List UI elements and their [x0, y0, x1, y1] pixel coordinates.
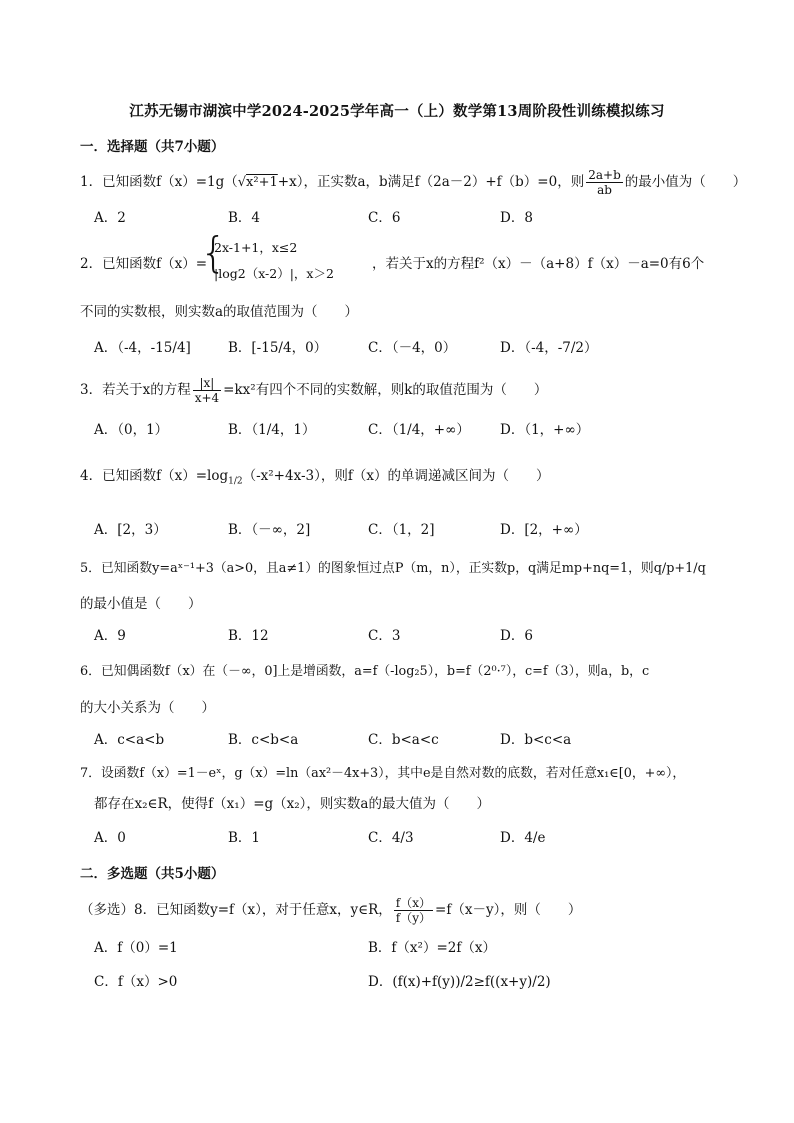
q2-option-a: A．（-4，-15/4] [94, 340, 191, 356]
q5-option-a: A．9 [94, 628, 126, 644]
question-3-stem: 3．若关于x的方程 $\frac{|x|}{x+4}$ =kx²有四个不同的实数解，则k的取值范围为（ ） [80, 376, 548, 405]
section-heading-choice: 一．选择题（共7小题） [80, 139, 225, 155]
q3-option-b: B．（1/4，1） [228, 422, 316, 438]
q8-option-a: A．f（0）=1 [94, 940, 178, 956]
question-2-line-2: 不同的实数根，则实数a的取值范围为（ ） [80, 304, 359, 320]
q5-option-b: B．12 [228, 628, 269, 644]
q7-option-b: B．1 [228, 830, 261, 846]
q4-option-a: A．[2，3） [94, 522, 167, 538]
q6-option-d: D．b<c<a [500, 732, 572, 748]
q3-option-c: C．（1/4，+∞） [368, 422, 470, 438]
q1-option-d: D．8 [500, 210, 533, 226]
q6-option-b: B．c<b<a [228, 732, 299, 748]
question-5-stem: 5．已知函数y=aˣ⁻¹+3（a>0，且a≠1）的图象恒过点P（m，n），正实数p，q满足mp+nq=1，则q/p+1/q [80, 561, 706, 576]
question-5-line-2: 的最小值是（ ） [80, 596, 202, 612]
question-2-stem-tail: ，若关于x的方程f²（x）－（a+8）f（x）－a=0有6个 [372, 256, 705, 272]
q3-option-d: D．（1，+∞） [500, 422, 590, 438]
q4-option-d: D．[2，+∞） [500, 522, 588, 538]
q5-option-d: D．6 [500, 628, 533, 644]
question-6-stem: 6．已知偶函数f（x）在（－∞，0]上是增函数，a=f（-log₂5），b=f（2⁰·⁷），c=f（3），则a，b，c [80, 664, 650, 679]
brace-symbol: { [200, 228, 227, 277]
q7-option-d: D．4/e [500, 830, 546, 846]
q2-piece-1: 2x-1+1，x≤2 [214, 240, 298, 255]
page-title: 江苏无锡市湖滨中学2024-2025学年高一（上）数学第13周阶段性训练模拟练习 [129, 103, 665, 120]
question-6-line-2: 的大小关系为（ ） [80, 700, 215, 716]
question-1-stem: 1．已知函数f（x）=1g（√x²+1+x），正实数a，b满足f（2a－2）+f（b）=0，则 $\frac{2a+b}{ab}$ 的最小值为（ ） [80, 168, 747, 197]
fraction: $\frac{|x|}{x+4}$ [194, 376, 220, 405]
q2-option-c: C．（－4，0） [368, 340, 457, 356]
q7-option-c: C．4/3 [368, 830, 414, 846]
question-2-stem: 2．已知函数f（x）= [80, 256, 208, 272]
q8-option-d: D．(f(x)+f(y))/2≥f((x+y)/2) [368, 974, 551, 990]
q1-option-a: A．2 [94, 210, 126, 226]
q1-option-c: C．6 [368, 210, 401, 226]
q4-option-b: B．（－∞，2] [228, 522, 311, 538]
q2-option-d: D．（-4，-7/2） [500, 340, 598, 356]
question-7-line-2: 都存在x₂∈R，使得f（x₁）=g（x₂），则实数a的最大值为（ ） [94, 796, 490, 812]
question-4-stem: 4．已知函数$f(x)=\log_{1/2}(-x^2+4x-3)$，则f（x）的单调递减区间为（ ） [80, 468, 550, 487]
q6-option-c: C．b<a<c [368, 732, 439, 748]
q8-option-c: C．f（x）>0 [94, 974, 178, 990]
q7-option-a: A．0 [94, 830, 126, 846]
q6-option-a: A．c<a<b [94, 732, 165, 748]
q5-option-c: C．3 [368, 628, 401, 644]
sqrt-symbol: √x²+1 [237, 175, 278, 190]
q1-option-b: B．4 [228, 210, 261, 226]
section-heading-multi: 二．多选题（共5小题） [80, 866, 225, 882]
question-8-stem: （多选）8．已知函数y=f（x），对于任意x，y∈R， $\frac{f(x)}{f(y)}$ =f（x－y），则（ ） [80, 896, 582, 925]
fraction: $\frac{f(x)}{f(y)}$ [395, 896, 432, 925]
question-7-stem: 7．设函数f（x）=1－eˣ，g（x）=ln（ax²－4x+3），其中e是自然对数的底数，若对任意x₁∈[0，+∞）， [80, 766, 686, 781]
q2-piece-2: |log2（x-2）|，x＞2 [214, 266, 334, 281]
q4-option-c: C．（1，2] [368, 522, 435, 538]
q3-option-a: A．（0，1） [94, 422, 169, 438]
q8-option-b: B．f（x²）=2f（x） [368, 940, 496, 956]
fraction: $\frac{2a+b}{ab}$ [588, 168, 621, 197]
q2-option-b: B．[-15/4，0） [228, 340, 328, 356]
